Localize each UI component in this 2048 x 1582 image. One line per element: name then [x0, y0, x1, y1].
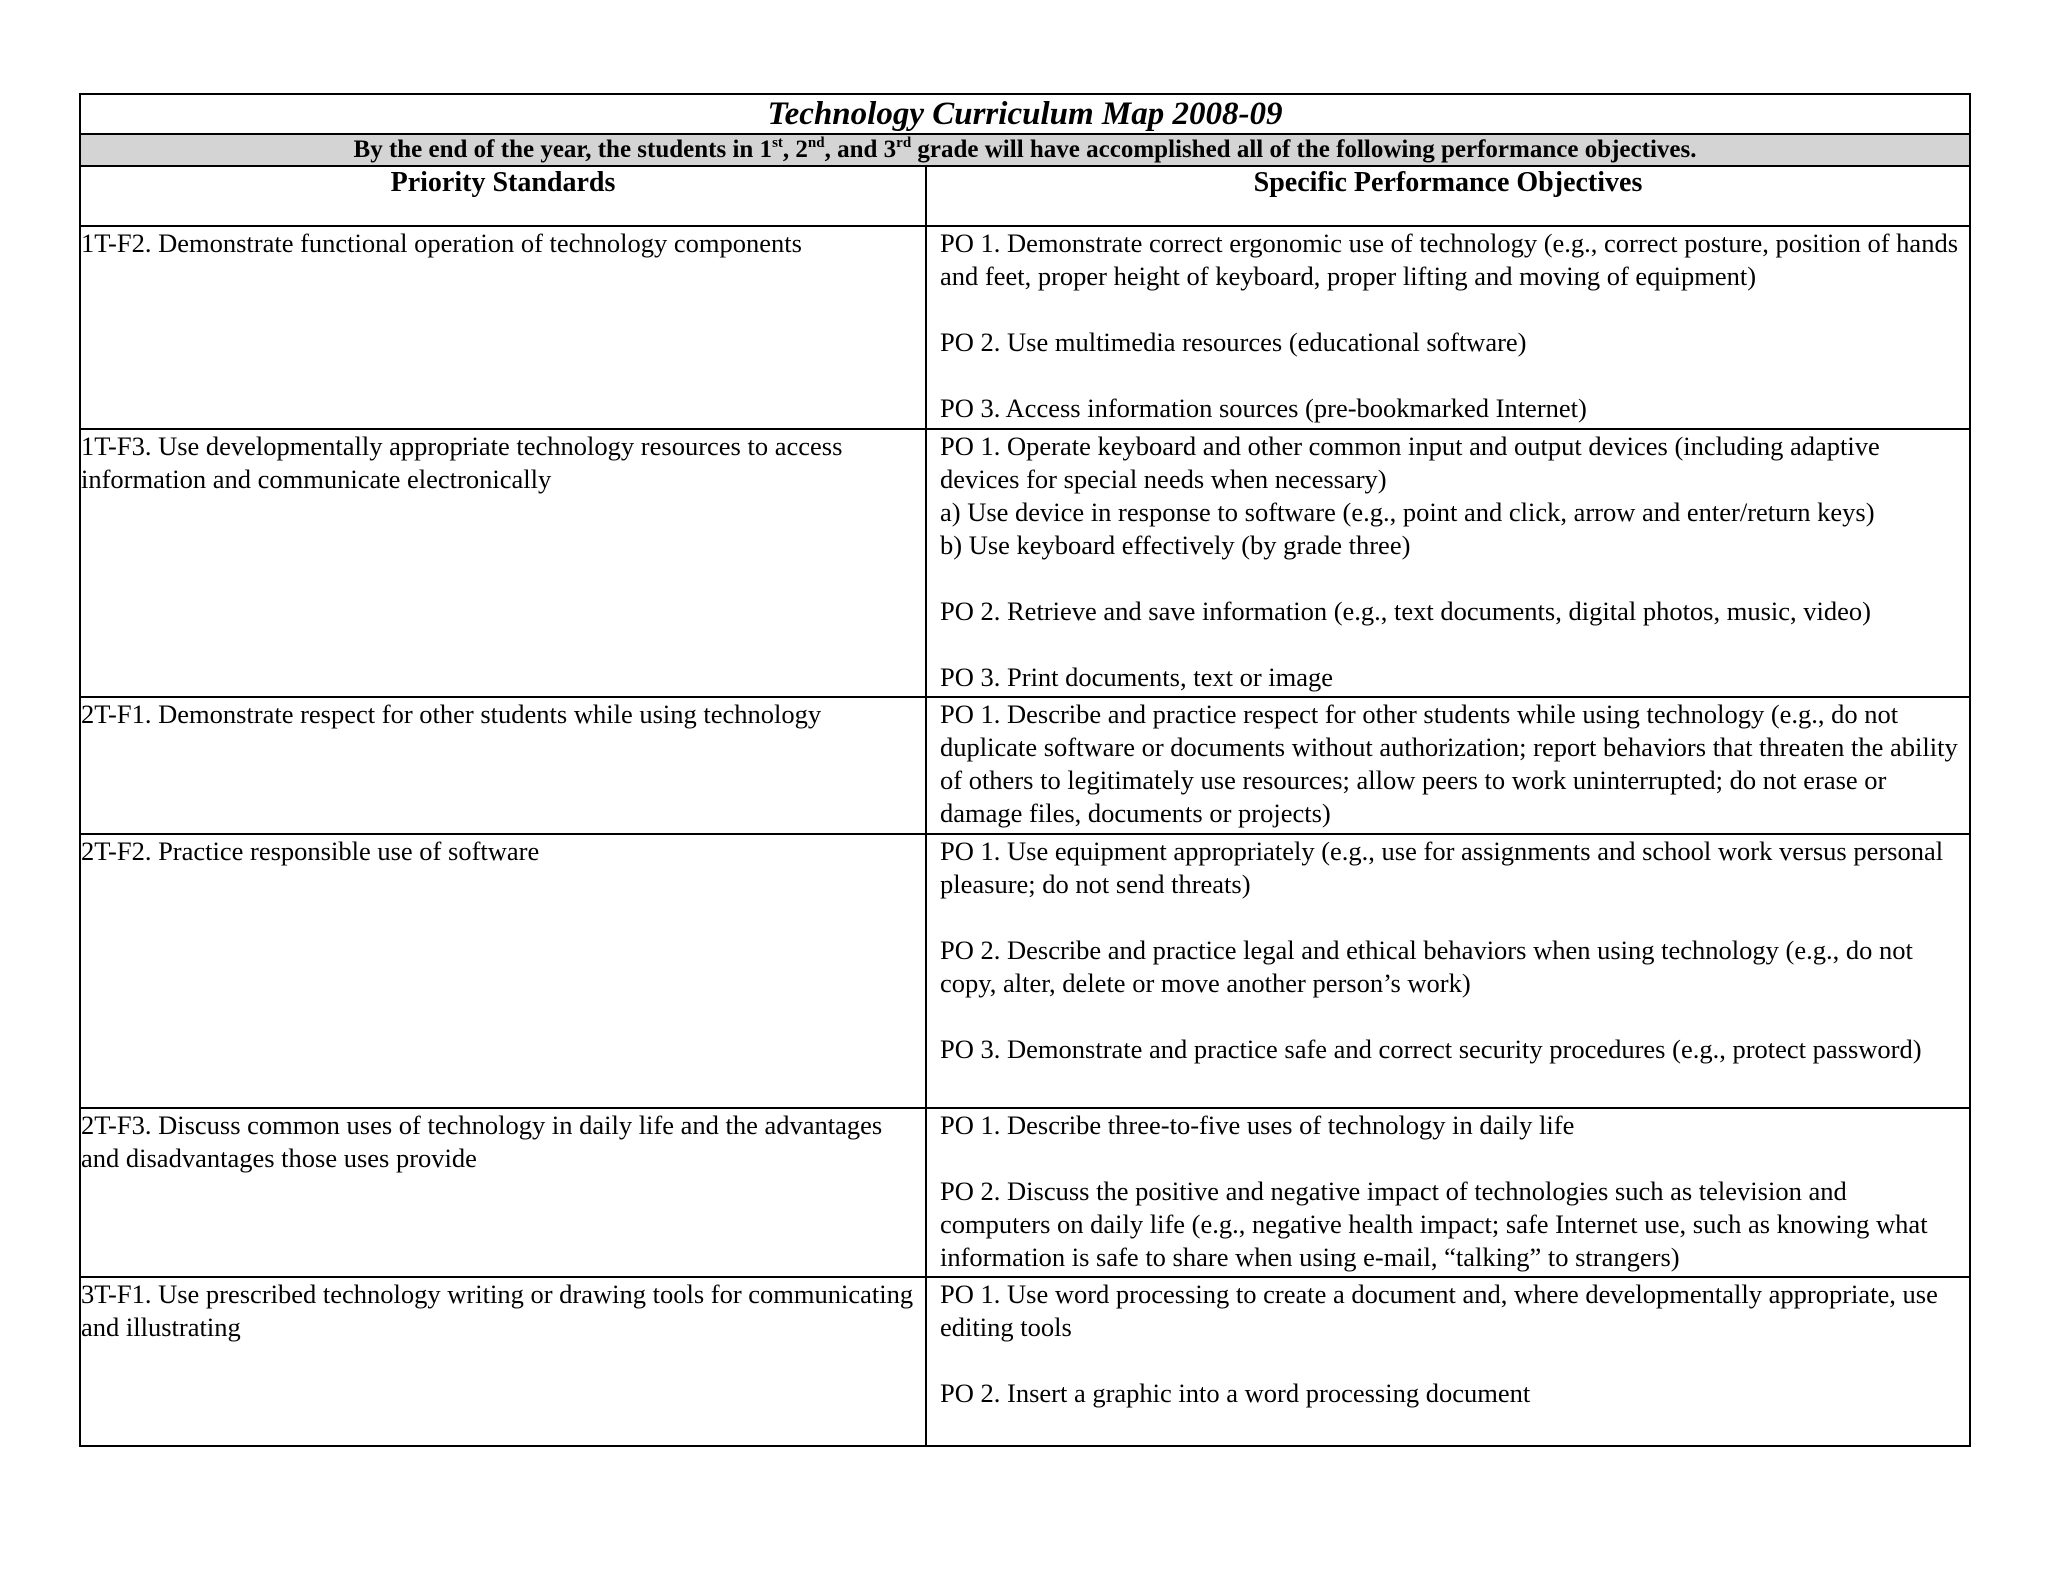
priority-standard: 2T-F1. Demonstrate respect for other students while using technology: [80, 697, 926, 834]
performance-objectives: [926, 1277, 1970, 1446]
objective: PO 2. Retrieve and save information (e.g., text documents, digital photos, music, video): [940, 596, 1871, 626]
objective: PO 1. Operate keyboard and other common input and output devices (including adaptive devices for special needs when necessary) a) Use device in response to software (e.g., point and click, arrow and enter/return keys) b) Use keyboard effectively (by grade three): [940, 430, 1963, 562]
curriculum-map-table: [79, 93, 1971, 1447]
objective: PO 1. Use equipment appropriately (e.g., use for assignments and school work versus personal pleasure; do not send threats): [940, 836, 1944, 899]
objective-subitem: b) Use keyboard effectively (by grade three): [940, 530, 1411, 560]
objective: PO 2. Describe and practice legal and ethical behaviors when using technology (e.g., do not copy, alter, delete or move another person’s work): [940, 935, 1913, 998]
performance-objectives: [926, 226, 1970, 429]
objective: PO 2. Insert a graphic into a word processing document: [940, 1378, 1531, 1408]
objective: PO 3. Demonstrate and practice safe and correct security procedures (e.g., protect password): [940, 1034, 1922, 1064]
objective: PO 2. Discuss the positive and negative impact of technologies such as television and computers on daily life (e.g., negative health impact; safe Internet use, such as knowing what information is safe to share when using e-mail, “talking” to strangers): [940, 1176, 1928, 1272]
table-row: [80, 1108, 1970, 1277]
objective: PO 1. Describe and practice respect for other students while using technology (e.g., do not duplicate software or documents without authorization; report behaviors that threaten the ability of others to legitimately use resources; allow peers to work uninterrupted; do not erase or damage files, documents or projects): [940, 699, 1958, 828]
priority-standard: 1T-F2. Demonstrate functional operation of technology components: [80, 226, 926, 429]
performance-objectives: [926, 1108, 1970, 1277]
objective: PO 1. Use word processing to create a document and, where developmentally appropriate, use editing tools: [940, 1279, 1938, 1342]
table-row: [80, 834, 1970, 1108]
document-title: Technology Curriculum Map 2008-09: [80, 94, 1970, 134]
priority-standard: 2T-F3. Discuss common uses of technology in daily life and the advantages and disadvantages those uses provide: [80, 1108, 926, 1277]
performance-objectives-header: Specific Performance Objectives: [926, 166, 1970, 226]
priority-standards-header: Priority Standards: [80, 166, 926, 226]
priority-standard: 3T-F1. Use prescribed technology writing or drawing tools for communicating and illustrating: [80, 1277, 926, 1446]
subtitle-row: [80, 134, 1970, 166]
performance-objectives: [926, 429, 1970, 697]
priority-standard: 2T-F2. Practice responsible use of software: [80, 834, 926, 1108]
table-row: [80, 1277, 1970, 1446]
column-header-row: [80, 166, 1970, 226]
table-row: [80, 429, 1970, 697]
performance-objectives: [926, 697, 1970, 834]
objective: PO 3. Access information sources (pre-bookmarked Internet): [940, 393, 1587, 423]
priority-standard: 1T-F3. Use developmentally appropriate technology resources to access information and communicate electronically: [80, 429, 926, 697]
objective-subitem: a) Use device in response to software (e.g., point and click, arrow and enter/return keys): [940, 497, 1875, 527]
objective: PO 1. Demonstrate correct ergonomic use of technology (e.g., correct posture, position of hands and feet, proper height of keyboard, proper lifting and moving of equipment): [940, 228, 1959, 291]
title-row: [80, 94, 1970, 134]
table-row: [80, 697, 1970, 834]
objective: PO 3. Print documents, text or image: [940, 662, 1334, 692]
objective: PO 1. Describe three-to-five uses of technology in daily life: [940, 1110, 1575, 1140]
performance-objectives: [926, 834, 1970, 1108]
table-row: [80, 226, 1970, 429]
grade-objectives-banner: By the end of the year, the students in 1st, 2nd, and 3rd grade will have accomplished all of the following performance objectives.: [80, 134, 1970, 166]
objective: PO 2. Use multimedia resources (educational software): [940, 327, 1527, 357]
